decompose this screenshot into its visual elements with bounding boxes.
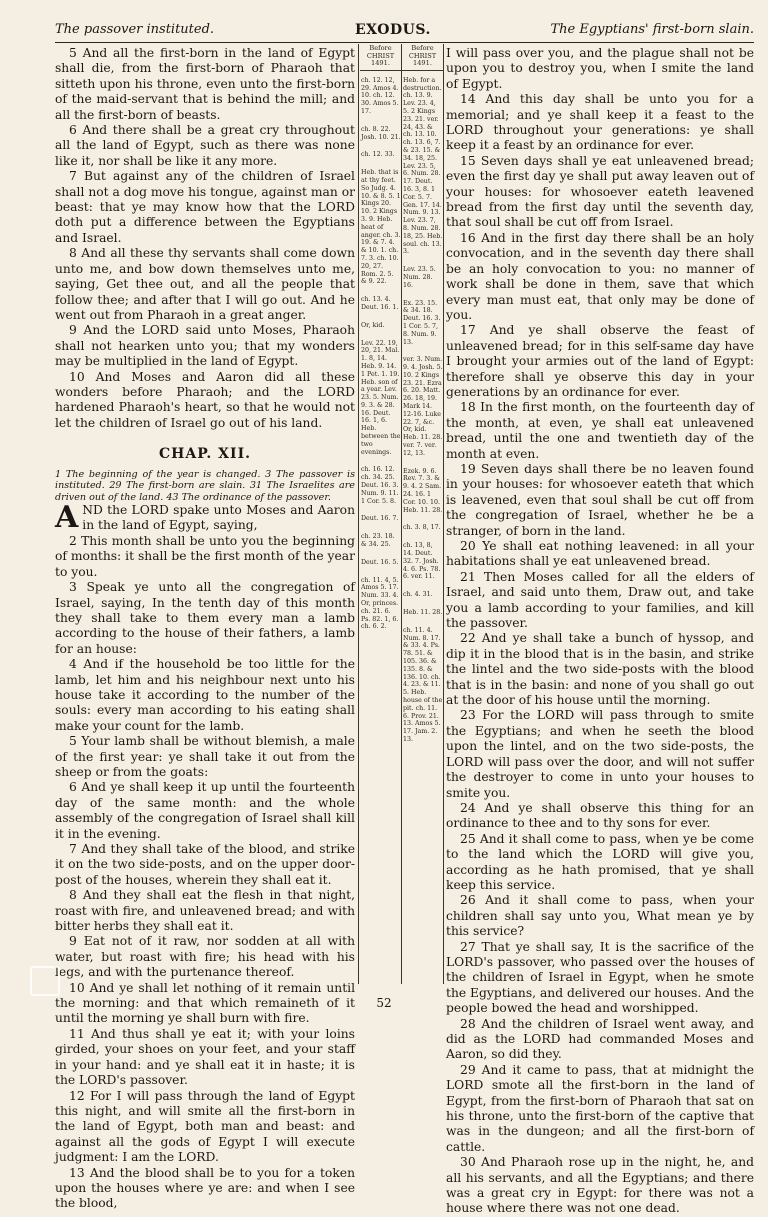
cross-reference: Ezek. 9. 6. Rev. 7. 3. & 9. 4. 2 Sam. 24. 16. 1 Cor. 10. 10. Heb. 11. 28. bbox=[403, 467, 443, 514]
verse: 22 And ye shall take a bunch of hyssop, and dip it in the blood that is in the basin, and strike the lintel and the two side-posts with the blood that is in the basin: and none of you shall go out at the door of his house until the morning. bbox=[446, 631, 754, 708]
verse: 25 And it shall come to pass, when ye be come to the land which the LORD will give you, according as he hath promised, that ye shall keep this service. bbox=[446, 831, 754, 892]
running-head-right: The Egyptians' first-born slain. bbox=[550, 22, 754, 37]
drop-cap: A bbox=[55, 500, 79, 536]
cross-reference: Heb. for a destruction. ch. 13. 9. Lev. 23. 4, 5. 2 Kings 23. 21. ver. 24, 43. & ch. 13. 10. ch. 13. 6, 7. & 23. 15. & 34. 18, 25. Lev. 23. 5, 6. Num. 28. 17. Deut. 16. 3, 8. 1 Cor. 5. 7. Gen. 17. 14. Num. 9. 13. Lev. 23. 7, 8. Num. 28. 18, 25. Heb. soul. ch. 13. 3. bbox=[403, 76, 443, 256]
watermark bbox=[32, 968, 362, 998]
cross-reference: Heb. that is at thy feet. So Judg. 4. 10. & 8. 5. 1 Kings 20. 10. 2 Kings 3. 9. Heb. heat of anger. ch. 3. 19. & 7. 4. & 10. 1. ch. 7. 3. ch. 10. 20, 27. Rom. 2. 5. & 9. 22. bbox=[361, 169, 401, 286]
verse: 2 This month shall be unto you the beginning of months: it shall be the first month of the year to you. bbox=[55, 533, 355, 579]
header-rule bbox=[55, 42, 754, 43]
verse: 13 And the blood shall be to you for a token upon the houses where ye are: and when I see the blood, bbox=[55, 1165, 355, 1211]
verse: 26 And it shall come to pass, when your children shall say unto you, What mean ye by this service? bbox=[446, 893, 754, 939]
cross-reference: ch. 11. 4, 5. Amos 5. 17. Num. 33. 4. Or, princes. ch. 21. 6. Ps. 82. 1, 6. ch. 6. 2. bbox=[361, 576, 399, 631]
verse: 9 And the LORD said unto Moses, Pharaoh shall not hearken unto you; that my wonders may be multiplied in the land of Egypt. bbox=[55, 323, 355, 369]
margin-christ: CHRIST bbox=[408, 52, 437, 60]
left-column bbox=[55, 46, 355, 1212]
cross-reference: Deut. 16. 7. bbox=[361, 515, 399, 523]
cross-reference: Lev. 23. 5. Num. 28. 16. bbox=[403, 266, 436, 289]
verse: 6 And ye shall keep it up until the fourteenth day of the same month: and the whole assembly of the congregation of Israel shall kill it in the evening. bbox=[55, 780, 355, 841]
cross-reference: Heb. 11. 28. bbox=[403, 609, 443, 617]
verse: 4 And if the household be too little for the lamb, let him and his neighbour next unto his house take it according to the number of the souls: every man according to his eating shall make your count for the lamb. bbox=[55, 657, 355, 733]
verse: 10 And ye shall let nothing of it remain until the morning: and that which remaineth of it until the morning ye shall burn with fire. bbox=[55, 980, 355, 1026]
verse: 10 And Moses and Aaron did all these wonders before Pharaoh; and the LORD hardened Pharaoh's heart, so that he would not let the children of Israel go out of his land. bbox=[55, 369, 355, 430]
margin-christ: CHRIST bbox=[366, 52, 395, 60]
cross-reference: Ex. 23. 15. & 34. 18. Deut. 16. 3. 1 Cor. 5. 7, 8. Num. 9. 13. bbox=[403, 299, 441, 346]
verse: 20 Ye shall eat nothing leavened: in all your habitations shall ye eat unleavened bread. bbox=[446, 539, 754, 569]
verse: 24 And ye shall observe this thing for an ordinance to thee and to thy sons for ever. bbox=[446, 800, 754, 831]
book-title: EXODUS. bbox=[355, 22, 431, 38]
verse: 29 And it came to pass, that at midnight the LORD smote all the first-born in the land of Egypt, from the first-born of Pharaoh that sat on his throne, unto the first-born of the captive that was in the dungeon; and all the first-born of cattle. bbox=[446, 1062, 754, 1154]
cross-reference: ch. 13, 8, 14. Deut. 32. 7. Josh. 4. 6. Ps. 78. 6. ver. 11. bbox=[403, 542, 441, 581]
right-column bbox=[446, 46, 754, 1217]
verse: 17 And ye shall observe the feast of unleavened bread; for in this self-same day have I brought your armies out of the land of Egypt: therefore shall ye observe this day in your generations by an ordinance for ever. bbox=[446, 323, 754, 399]
verse: 7 And they shall take of the blood, and strike it on the two side-posts, and on the upper door-post of the houses, wherein they shall eat it. bbox=[55, 842, 355, 887]
verse: 18 In the first month, on the fourteenth day of the month, at even, ye shall eat unleavened bread, until the one and twentieth day of the month at even. bbox=[446, 400, 754, 461]
chapter-summary: 1 The beginning of the year is changed. 3 The passover is instituted. 29 The first-born are slain. 31 The Israelites are driven out of the land. 43 The ordinance of the passover. bbox=[55, 468, 355, 503]
chapter-opening bbox=[55, 500, 355, 536]
verse: 28 And the children of Israel went away, and did as the LORD had commanded Moses and Aaron, so did they. bbox=[446, 1016, 754, 1062]
cross-reference: ch. 8. 22. Josh. 10. 21. bbox=[361, 125, 401, 141]
cross-reference: ver. 3. Num. 9. 4. Josh. 5. 10. 2 Kings 23. 21. Ezra 6. 20. Matt. 26. 18, 19. Mark 14. 12-16. Luke 22. 7, &c. Or, kid. Heb. 11. 28. ver. 7. ver. 12, 13. bbox=[403, 356, 443, 457]
cross-reference: ch. 23. 18. & 34. 25. bbox=[361, 533, 395, 549]
verse: 11 And thus shall ye eat it; with your loins girded, your shoes on your feet, and your staff in your hand: and ye shall eat it in haste; it is the LORD's passover. bbox=[55, 1026, 355, 1088]
verse: I will pass over you, and the plague shall not be upon you to destroy you, when I smite the land of Egypt. bbox=[446, 46, 754, 91]
verse: 9 Eat not of it raw, nor sodden at all with water, but roast with fire; his head with his legs, and with the purtenance thereof. bbox=[55, 934, 355, 980]
cross-reference: ch. 12. 12, 29. Amos 4. 10. ch. 12. 30. Amos 5. 17. bbox=[361, 76, 399, 115]
cross-reference: Lev. 22. 19, 20, 21. Mal. 1. 8, 14. Heb. 9. 14. 1 Pet. 1. 19. Heb. son of a year. Lev. 23. 5. Num. 9. 3. & 28. 16. Deut. 16. 1, 6. Heb. between the two evenings. bbox=[361, 339, 401, 456]
margin-year: 1491. bbox=[360, 60, 401, 71]
verse: 27 That ye shall say, It is the sacrifice of the LORD's passover, who passed over the houses of the children of Israel in Egypt, when he smote the Egyptians, and delivered our houses. And the people bowed the head and worshipped. bbox=[446, 939, 754, 1016]
running-head-left: The passover instituted. bbox=[55, 22, 215, 37]
verse: 8 And all these thy servants shall come down unto me, and bow down themselves unto me, saying, Get thee out, and all the people that follow thee; and after that I will go out. And he went out from Pharaoh in a great anger. bbox=[55, 246, 355, 322]
verse: 8 And they shall eat the flesh in that night, roast with fire, and unleavened bread; and with bitter herbs they shall eat it. bbox=[55, 888, 355, 934]
margin-references-right bbox=[401, 44, 443, 984]
cross-reference: ch. 4. 31. bbox=[403, 591, 433, 599]
cross-reference: ch. 12. 33. bbox=[361, 151, 395, 159]
cross-reference: ch. 13. 4. Deut. 16. 1. bbox=[361, 296, 399, 311]
verse: 7 But against any of the children of Israel shall not a dog move his tongue, against man or beast: that ye may know how that the LORD doth put a difference between the Egyptians and Israel. bbox=[55, 169, 355, 245]
verse: 14 And this day shall be unto you for a memorial; and ye shall keep it a feast to the LORD throughout your generations: ye shall keep it a feast by an ordinance for ever. bbox=[446, 92, 754, 153]
verse: 5 And all the first-born in the land of Egypt shall die, from the first-born of Pharaoh that sitteth upon his throne, even unto the first-born of the maid-servant that is behind the mill; and all the first-born of beasts. bbox=[55, 46, 355, 122]
cross-reference: ch. 11. 4. Num. 8. 17. & 33. 4. Ps. 78. 51. & 105. 36. & 135. 8. & 136. 10. ch. 4. 23. & 11. 5. Heb. house of the pit. ch. 11. 6. Prov. 21. 13. Amos 5. 17. Jam. 2. 13. bbox=[403, 626, 443, 743]
margin-references-left bbox=[360, 44, 401, 984]
chapter-heading: CHAP. XII. bbox=[158, 446, 252, 463]
verse: 30 And Pharaoh rose up in the night, he, and all his servants, and all the Egyptians; and there was a great cry in Egypt: for there was not a house where there was not one dead. bbox=[446, 1155, 754, 1216]
verse: 6 And there shall be a great cry throughout all the land of Egypt, such as there was none like it, nor shall be like it any more. bbox=[55, 123, 355, 168]
verse: 5 Your lamb shall be without blemish, a male of the first year: ye shall take it out from the sheep or from the goats: bbox=[55, 734, 355, 779]
verse: 12 For I will pass through the land of Egypt this night, and will smite all the first-born in the land of Egypt, both man and beast: and against all the gods of Egypt I will execute judgment: I am the LORD. bbox=[55, 1088, 355, 1165]
verse: 15 Seven days shall ye eat unleavened bread; even the first day ye shall put away leaven out of your houses: for whosoever eateth leavened bread from the first day until the seventh day, that soul shall be cut off from Israel. bbox=[446, 153, 754, 230]
margin-before: Before bbox=[411, 44, 434, 52]
cross-reference: ch. 16. 12. ch. 34. 25. Deut. 16. 3. Num. 9. 11. 1 Cor. 5. 8. bbox=[361, 466, 399, 505]
verse: 21 Then Moses called for all the elders of Israel, and said unto them, Draw out, and take you a lamb according to your families, and kill the passover. bbox=[446, 569, 754, 631]
page-number: 52 bbox=[376, 996, 392, 1010]
verse: 23 For the LORD will pass through to smite the Egyptians; and when he seeth the blood upon the lintel, and on the two side-posts, the LORD will pass over the door, and will not suffer the destroyer to come in unto your houses to smite you. bbox=[446, 708, 754, 800]
verse: 3 Speak ye unto all the congregation of Israel, saying, In the tenth day of this month they shall take to them every man a lamb according to the house of their fathers, a lamb for an house: bbox=[55, 580, 355, 656]
verse: 19 Seven days shall there be no leaven found in your houses: for whosoever eateth that which is leavened, even that soul shall be cut off from the congregation of Israel, whether he be a stranger, of born in the land. bbox=[446, 461, 754, 538]
cross-reference: ch. 3. 8, 17. bbox=[403, 524, 441, 532]
verse: 16 And in the first day there shall be an holy convocation, and in the seventh day there shall be an holy convocation to you: no manner of work shall be done in them, save that which every man must eat, that only may be done of you. bbox=[446, 230, 754, 322]
margin-before: Before bbox=[369, 44, 392, 52]
cross-reference: Deut. 16. 5. bbox=[361, 558, 399, 566]
opening-text: ND the LORD spake unto Moses and Aaron in the land of Egypt, saying, bbox=[82, 503, 355, 533]
cross-reference: Or, kid. bbox=[361, 321, 385, 329]
margin-year: 1491. bbox=[402, 60, 443, 71]
